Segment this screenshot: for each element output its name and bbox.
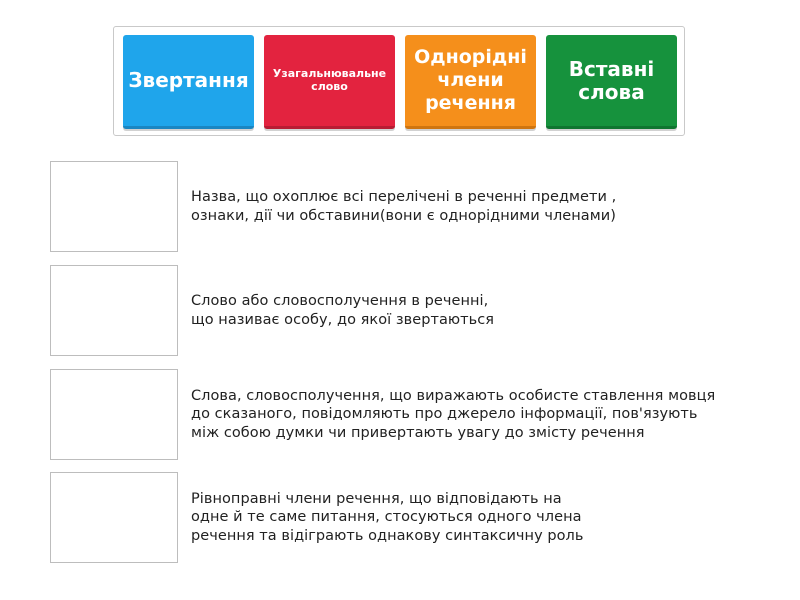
drop-zone-4[interactable] xyxy=(50,472,178,563)
description-2: Слово або словосполучення в реченні, що називає особу, до якої звертаються xyxy=(191,293,495,328)
card-vstavni-slova[interactable]: Вставні слова xyxy=(546,35,677,129)
match-row-2 xyxy=(50,265,750,357)
description-3: Слова, словосполучення, що виражають особисте ставлення мовця до сказаного, повідомляють про джерело інформації, пов'язують між собою думки чи привертають увагу до змісту речення xyxy=(191,387,716,441)
drop-zone-3[interactable] xyxy=(50,369,178,460)
card-odnoridni-chleny[interactable]: Однорідні члени речення xyxy=(405,35,536,129)
card-zvertannia[interactable]: Звертання xyxy=(123,35,254,129)
drop-zone-1[interactable] xyxy=(50,161,178,252)
match-row-4 xyxy=(50,472,750,564)
match-row-3 xyxy=(50,369,750,461)
drop-zone-2[interactable] xyxy=(50,265,178,356)
description-4: Рівноправні члени речення, що відповідають на одне й те саме питання, стосуються одного члена речення та відіграють однакову синтаксичну роль xyxy=(191,490,584,544)
answer-card-tray xyxy=(113,26,685,136)
card-uzahalniuvalne-slovo[interactable]: Узагальнювальне слово xyxy=(264,35,395,129)
description-1: Назва, що охоплює всі перелічені в реченні предмети , ознаки, дії чи обставини(вони є однорідними членами) xyxy=(191,189,617,224)
match-row-1 xyxy=(50,161,750,253)
